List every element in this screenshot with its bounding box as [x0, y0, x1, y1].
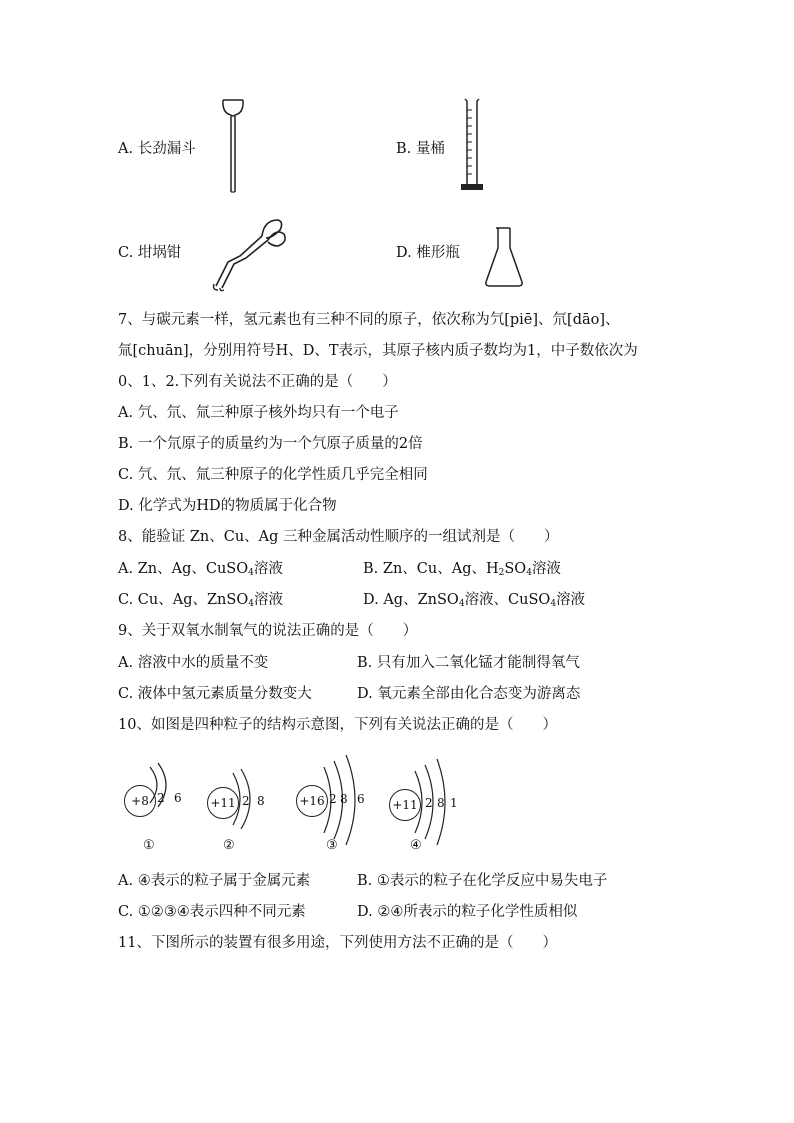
particle-2-nucleus: +11: [207, 787, 239, 819]
q9-stem: 9、关于双氧水制氧气的说法正确的是（ ）: [118, 623, 418, 639]
q9-option-c: C. 液体中氢元素质量分数变大: [118, 686, 312, 702]
particle-2-arcs: [207, 787, 208, 788]
graduated-cylinder-icon: [458, 96, 488, 196]
particle-4-shell-1: 2: [425, 796, 433, 810]
q8-option-a: A. Zn、Ag、CuSO$_4$溶液: [118, 561, 283, 578]
q7-stem-line-2: 氚[chuān]，分别用符号H、D、T表示，其原子核内质子数均为1，中子数依次为: [118, 343, 638, 359]
particle-3-arcs: [296, 785, 297, 786]
particle-2-label: ②: [223, 838, 235, 853]
particle-4-shell-3: 1: [450, 796, 458, 810]
particle-1-nucleus: +8: [124, 785, 156, 817]
q7-option-b: B. 一个氘原子的质量约为一个氕原子质量的2倍: [118, 436, 423, 452]
particle-2-shell-1: 2: [242, 794, 250, 808]
q8-stem: 8、能验证 Zn、Cu、Ag 三种金属活动性顺序的一组试剂是（ ）: [118, 529, 559, 545]
q7-option-d: D. 化学式为HD的物质属于化合物: [118, 498, 337, 514]
q11-stem: 11、下图所示的装置有很多用途，下列使用方法不正确的是（ ）: [118, 935, 557, 951]
q8-option-c: C. Cu、Ag、ZnSO$_4$溶液: [118, 592, 283, 609]
q7-option-a: A. 氕、氘、氚三种原子核外均只有一个电子: [118, 405, 399, 421]
q8-option-b: B. Zn、Cu、Ag、$H_2SO_4$溶液: [363, 561, 561, 578]
particle-1-label: ①: [143, 838, 155, 853]
particle-1-shell-1: 2: [157, 791, 165, 805]
q10-option-b: B. ①表示的粒子在化学反应中易失电子: [357, 873, 608, 889]
particle-3-shell-2: 8: [340, 792, 348, 806]
particle-4-label: ④: [410, 838, 422, 853]
q9-option-b: B. 只有加入二氧化锰才能制得氧气: [357, 655, 580, 671]
particle-3-label: ③: [326, 838, 338, 853]
particle-3-nucleus: +16: [296, 785, 328, 817]
particle-2-shell-2: 8: [257, 794, 265, 808]
particle-1-shell-2: 6: [174, 791, 182, 805]
q6-option-d: D. 椎形瓶: [396, 245, 460, 261]
q6-option-a: A. 长劲漏斗: [118, 141, 196, 157]
particle-1-arcs: [124, 785, 125, 786]
q8-option-d: D. Ag、ZnSO$_4$溶液、CuSO$_4$溶液: [363, 592, 586, 609]
q6-option-b: B. 量桶: [396, 141, 445, 157]
long-neck-funnel-icon: [218, 95, 248, 195]
particle-4-shell-2: 8: [437, 796, 445, 810]
q6-option-c: C. 坩埚钳: [118, 245, 182, 261]
q10-stem: 10、如图是四种粒子的结构示意图，下列有关说法正确的是（ ）: [118, 717, 557, 733]
particle-3-shell-3: 6: [357, 792, 365, 806]
particle-4-arcs: [389, 789, 390, 790]
q10-option-c: C. ①②③④表示四种不同元素: [118, 904, 306, 920]
q9-option-d: D. 氧元素全部由化合态变为游离态: [357, 686, 581, 702]
q10-option-d: D. ②④所表示的粒子化学性质相似: [357, 904, 578, 920]
q10-option-a: A. ④表示的粒子属于金属元素: [118, 873, 311, 889]
q7-option-c: C. 氕、氘、氚三种原子的化学性质几乎完全相同: [118, 467, 428, 483]
conical-flask-icon: [483, 226, 525, 288]
crucible-tongs-icon: [210, 212, 290, 292]
particle-3-shell-1: 2: [329, 792, 337, 806]
q7-stem-line-1: 7、与碳元素一样，氢元素也有三种不同的原子，依次称为氕[piē]、氘[dāo]、: [118, 312, 620, 328]
q9-option-a: A. 溶液中水的质量不变: [118, 655, 269, 671]
particle-4-nucleus: +11: [389, 789, 421, 821]
q7-stem-line-3: 0、1、2.下列有关说法不正确的是（ ）: [118, 374, 397, 390]
